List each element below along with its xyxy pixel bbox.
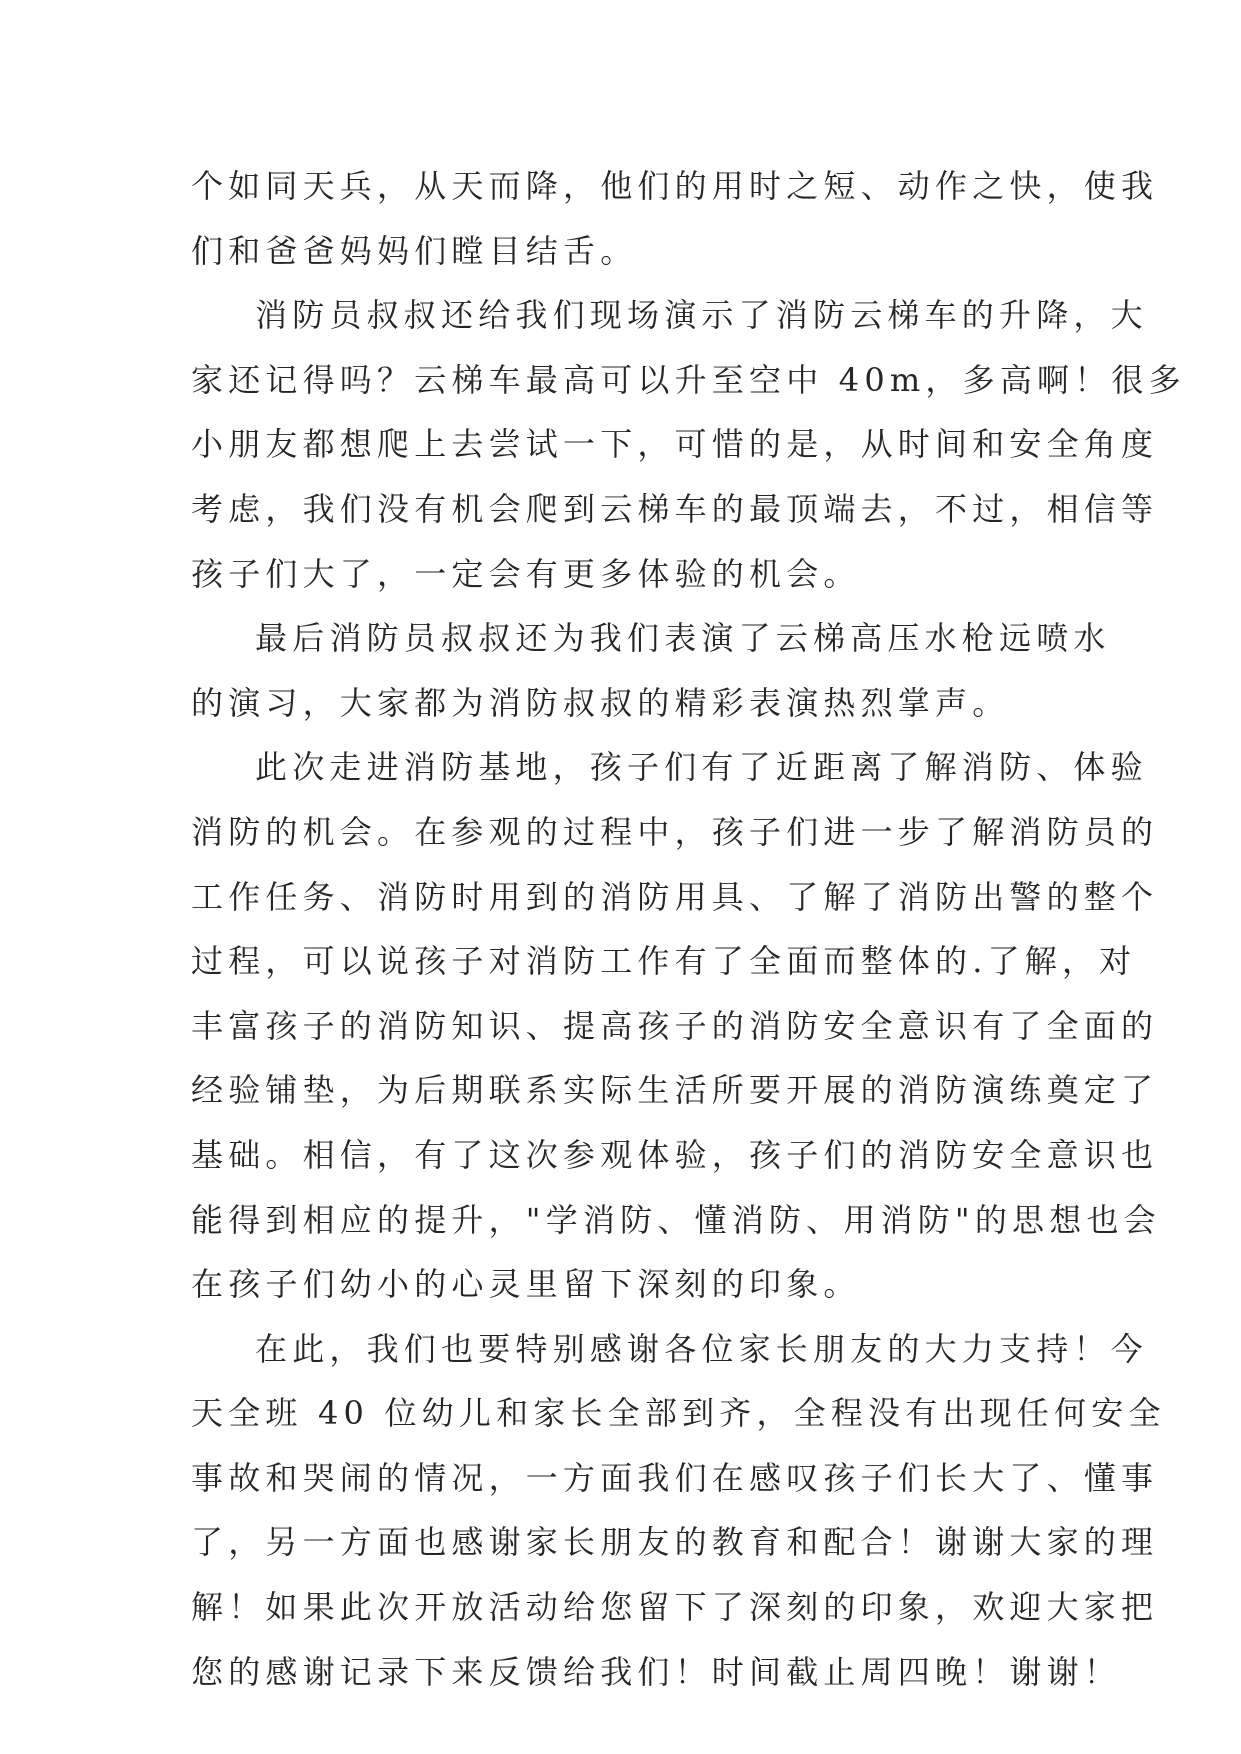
- text-line: 小朋友都想爬上去尝试一下，可惜的是，从时间和安全角度: [191, 425, 1159, 464]
- text-line: 工作任务、消防时用到的消防用具、了解了消防出警的整个: [191, 877, 1159, 916]
- text-line: 在孩子们幼小的心灵里留下深刻的印象。: [191, 1265, 861, 1304]
- text-line: 了，另一方面也感谢家长朋友的教育和配合！谢谢大家的理: [191, 1523, 1159, 1562]
- text-line: 的演习，大家都为消防叔叔的精彩表演热烈掌声。: [191, 683, 1010, 722]
- document-body: [191, 154, 1186, 1704]
- text-line: 天全班 40 位幼儿和家长全部到齐，全程没有出现任何安全: [191, 1394, 1166, 1433]
- text-line: 消防员叔叔还给我们现场演示了消防云梯车的升降，大: [255, 296, 1148, 335]
- text-line: 此次走进消防基地，孩子们有了近距离了解消防、体验: [255, 748, 1148, 787]
- text-line: 丰富孩子的消防知识、提高孩子的消防安全意识有了全面的: [191, 1006, 1159, 1045]
- text-line: 孩子们大了，一定会有更多体验的机会。: [191, 554, 861, 593]
- text-line: 经验铺垫，为后期联系实际生活所要开展的消防演练奠定了: [191, 1071, 1159, 1110]
- text-line: 消防的机会。在参观的过程中，孩子们进一步了解消防员的: [191, 812, 1159, 851]
- text-line: 家还记得吗？云梯车最高可以升至空中 40m，多高啊！很多: [191, 360, 1186, 399]
- text-line: 您的感谢记录下来反馈给我们！时间截止周四晚！谢谢！: [191, 1652, 1122, 1691]
- text-line: 最后消防员叔叔还为我们表演了云梯高压水枪远喷水: [255, 619, 1111, 658]
- text-line: 事故和哭闹的情况，一方面我们在感叹孩子们长大了、懂事: [191, 1458, 1159, 1497]
- text-line: 们和爸爸妈妈们瞠目结舌。: [191, 231, 638, 270]
- text-line: 基础。相信，有了这次参观体验，孩子们的消防安全意识也: [191, 1135, 1159, 1174]
- text-line: 过程，可以说孩子对消防工作有了全面而整体的.了解，对: [191, 942, 1137, 981]
- text-line: 考虑，我们没有机会爬到云梯车的最顶端去，不过，相信等: [191, 489, 1159, 528]
- text-line: 在此，我们也要特别感谢各位家长朋友的大力支持！今: [255, 1329, 1148, 1368]
- text-line: 解！如果此次开放活动给您留下了深刻的印象，欢迎大家把: [191, 1588, 1159, 1627]
- text-line: 个如同天兵，从天而降，他们的用时之短、动作之快，使我: [191, 167, 1159, 205]
- text-line: 能得到相应的提升，"学消防、懂消防、用消防"的思想也会: [191, 1200, 1161, 1239]
